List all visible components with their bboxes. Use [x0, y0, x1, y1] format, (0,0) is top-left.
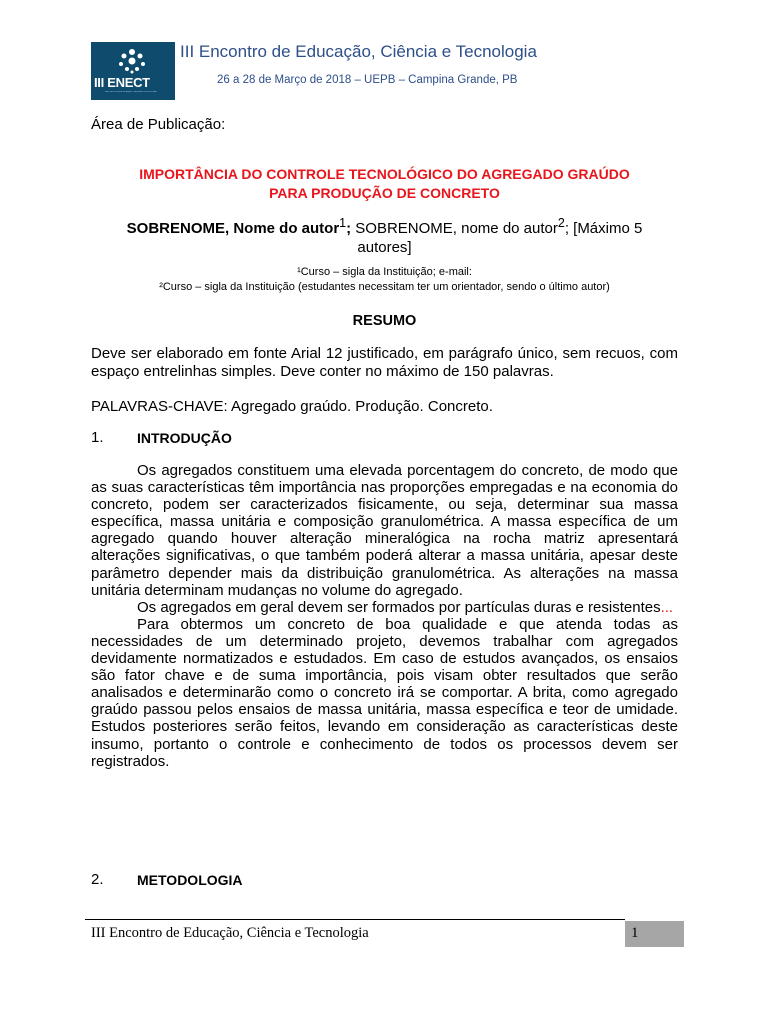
author-2-sup: 2 — [557, 216, 565, 230]
keywords: PALAVRAS-CHAVE: Agregado graúdo. Produção. Concreto. — [91, 398, 493, 415]
author-1: SOBRENOME, Nome do autor — [126, 220, 340, 237]
section-label: METODOLOGIA — [137, 872, 243, 888]
paper-title-line-1: IMPORTÂNCIA DO CONTROLE TECNOLÓGICO DO AGREGADO GRAÚDO — [139, 166, 630, 182]
authors — [91, 214, 678, 257]
affiliation-1: ¹Curso – sigla da Instituição; e-mail: — [297, 266, 472, 278]
paper-title-line-2: PARA PRODUÇÃO DE CONCRETO — [269, 185, 500, 201]
authors-line-1 — [91, 214, 678, 238]
page-number-box — [625, 921, 684, 947]
logo-text: III ENECT — [94, 75, 150, 90]
enect-logo — [91, 42, 175, 100]
footer-divider — [85, 919, 625, 920]
event-date-place: 26 a 28 de Março de 2018 – UEPB – Campina Grande, PB — [217, 74, 518, 86]
page-number: 1 — [631, 925, 639, 941]
paragraph — [91, 599, 678, 616]
abstract-text: Deve ser elaborado em fonte Arial 12 justificado, em parágrafo único, sem recuos, com espaço entrelinhas simples. Deve conter no máximo de 150 palavras. — [91, 345, 678, 380]
section-number: 2. — [91, 871, 104, 888]
footer-text: III Encontro de Educação, Ciência e Tecnologia — [91, 925, 369, 941]
section-introducao-body — [91, 462, 678, 770]
author-2: SOBRENOME, nome do autor — [351, 220, 558, 237]
paragraph-text: Os agregados em geral devem ser formados por partículas duras e resistentes — [137, 598, 661, 616]
paragraph: Os agregados constituem uma elevada porcentagem do concreto, de modo que as suas características têm importância nas proporções empregadas e na economia do concreto, podem ser caracterizados fisicamente, ou seja, determinar sua massa específica, massa unitária e composição granulométrica. A massa específica de um agregado quando houver alteração mineralógica na rocha matriz apresentará alterações significativas, o que também poderá alterar a massa unitária, apesar deste parâmetro depender mais da distribuição granulométrica. As alterações na massa unitária determinam mudanças no volume do agregado. — [91, 462, 678, 599]
ellipsis: ... — [660, 598, 674, 616]
author-separator: ; — [346, 220, 352, 237]
section-label: INTRODUÇÃO — [137, 430, 232, 446]
section-number: 1. — [91, 429, 104, 446]
molecule-icon — [117, 48, 147, 74]
event-title: III Encontro de Educação, Ciência e Tecnologia — [180, 42, 537, 61]
abstract-heading: RESUMO — [352, 313, 417, 329]
authors-line-2: autores] — [357, 239, 412, 256]
affiliations — [91, 265, 678, 295]
paper-title — [91, 165, 678, 203]
logo-subtext: ENCONTRO DE EDUCAÇÃO, CIÊNCIA E TECNOLOGIA — [105, 91, 157, 93]
affiliation-2: ²Curso – sigla da Instituição (estudantes necessitam ter um orientador, sendo o último autor) — [159, 281, 610, 293]
page-header — [91, 42, 691, 102]
publication-area-label: Área de Publicação: — [91, 116, 226, 133]
authors-tail-a: ; [Máximo 5 — [564, 220, 643, 237]
paragraph: Para obtermos um concreto de boa qualidade e que atenda todas as necessidades de um determinado projeto, devemos trabalhar com agregados devidamente normatizados e estudados. Em caso de estudos avançados, os ensaios são fator chave e de suma importância, pois visam obter resultados que serão analisados e determinarão como o concreto irá se comportar. A brita, como agregado graúdo passou pelos ensaios de massa unitária, massa específica e teor de umidade. Estudos posteriores serão feitos, levando em consideração as características deste insumo, portanto o controle e conhecimento de todos os processos devem ser registrados. — [91, 615, 678, 770]
author-1-sup: 1 — [339, 216, 347, 230]
